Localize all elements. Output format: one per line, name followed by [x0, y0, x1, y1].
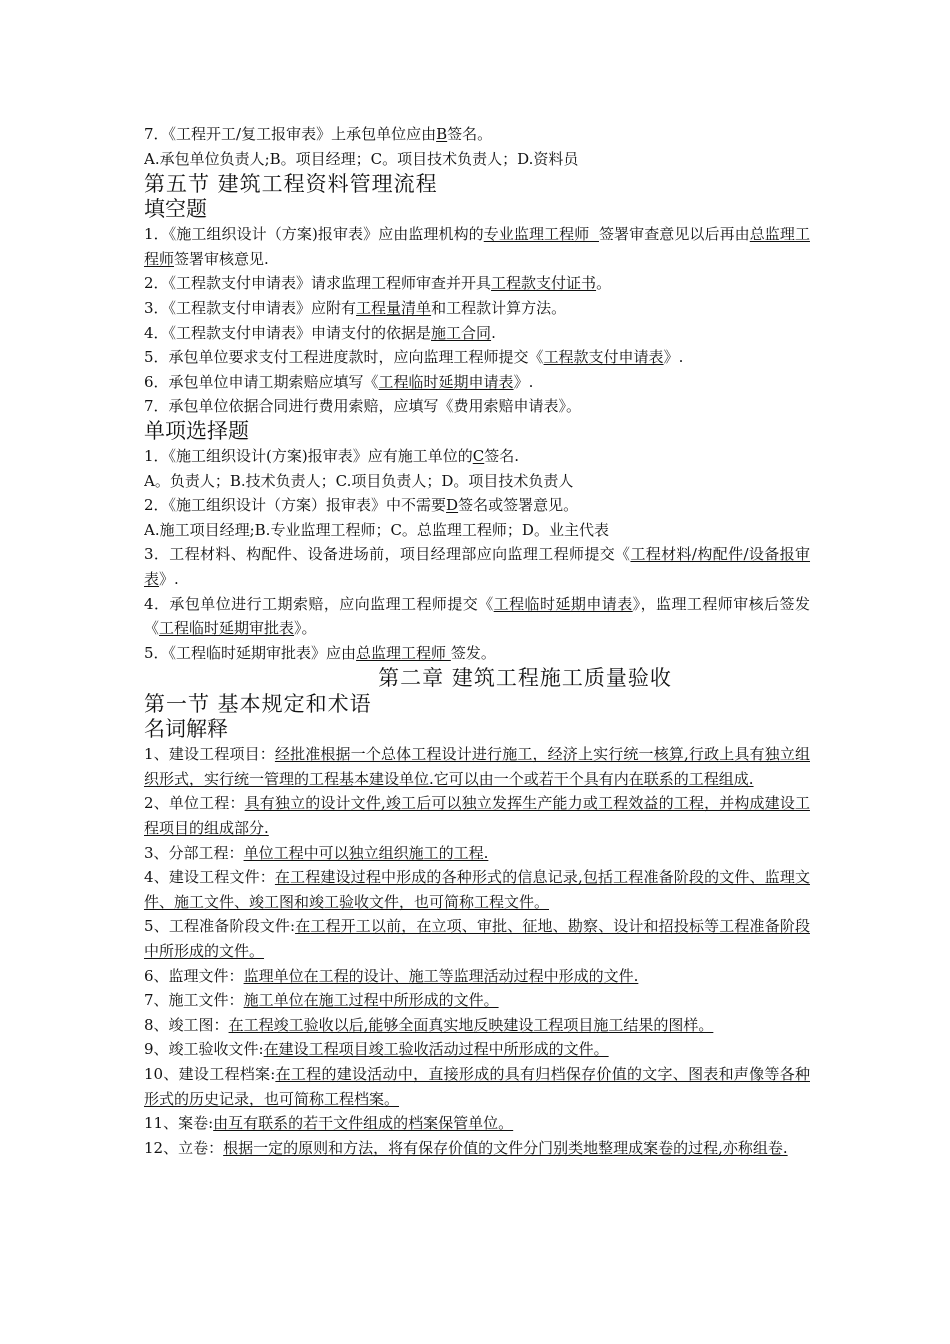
- choice-question: 1．《施工组织设计(方案)报审表》应有施工单位的C签名.: [144, 446, 520, 465]
- fill-item: 1．《施工组织设计（方案)报审表》应由监理机构的专业监理工程师 签署审查意见以后再由总监理工程师签署审核意见.: [144, 225, 810, 268]
- term-definition: 12、立卷：根据一定的原则和方法，将有保存价值的文件分门别类地整理成案卷的过程,亦称组卷.: [144, 1138, 788, 1157]
- fill-item: 5．承包单位要求支付工程进度款时，应向监理工程师提交《工程款支付申请表》.: [144, 348, 684, 367]
- section-title: 第一节 基本规定和术语: [144, 692, 372, 717]
- term-definition: 11、案卷:由互有联系的若干文件组成的档案保管单位。: [144, 1114, 514, 1133]
- answer: 施工合同: [431, 323, 492, 342]
- fill-item: 6．承包单位申请工期索赔应填写《工程临时延期申请表》.: [144, 372, 534, 391]
- chapter-title: 第二章 建筑工程施工质量验收: [378, 666, 672, 691]
- answer: 工程材料/构配件/设备报审表: [144, 545, 811, 588]
- answer: 工程临时延期申请表: [378, 372, 514, 391]
- choice-question: 5．《工程临时延期审批表》应由总监理工程师 签发。: [144, 643, 496, 662]
- choice-question: 2．《施工组织设计（方案）报审表》中不需要D签名或签署意见。: [144, 496, 579, 515]
- term-definition: 4、建设工程文件：在工程建设过程中形成的各种形式的信息记录,包括工程准备阶段的文件、监理文件、施工文件、竣工图和竣工验收文件，也可简称工程文件。: [144, 868, 810, 911]
- term-definition: 8、竣工图：在工程竣工验收以后,能够全面真实地反映建设工程项目施工结果的图样。: [144, 1015, 714, 1034]
- fill-item: 3．《工程款支付申请表》应附有工程量清单和工程款计算方法。: [144, 298, 567, 317]
- fill-item: 7．承包单位依据合同进行费用索赔，应填写《费用索赔申请表》。: [144, 397, 582, 416]
- answer: 工程款支付证书: [491, 274, 597, 293]
- answer: 工程款支付申请表: [543, 348, 664, 367]
- answer: 专业监理工程师: [483, 225, 599, 244]
- single-choice-heading: 单项选择题: [144, 418, 249, 443]
- answer: C: [472, 446, 485, 465]
- answer: D: [446, 496, 459, 515]
- term-definition: 1、建设工程项目：经批准根据一个总体工程设计进行施工，经济上实行统一核算,行政上具有独立组织形式，实行统一管理的工程基本建设单位.它可以由一个或若干个具有内在联系的工程组成.: [144, 745, 810, 788]
- document-page: [144, 122, 810, 1160]
- fill-item: 4．《工程款支付申请表》申请支付的依据是施工合同.: [144, 323, 496, 342]
- term-definition: 3、分部工程：单位工程中可以独立组织施工的工程.: [144, 843, 489, 862]
- term-definition: 9、竣工验收文件:在建设工程项目竣工验收活动过程中所形成的文件。: [144, 1040, 609, 1059]
- question-7-options: A.承包单位负责人;B。项目经理；C。项目技术负责人；D.资料员: [144, 149, 579, 168]
- answer: 工程临时延期审批表: [159, 619, 295, 638]
- terms-heading: 名词解释: [144, 717, 228, 742]
- fill-in-heading: 填空题: [144, 197, 207, 222]
- term-definition: 2、单位工程：具有独立的设计文件,竣工后可以独立发挥生产能力或工程效益的工程，并构成建设工程项目的组成部分.: [144, 794, 810, 838]
- term-definition: 6、监理文件：监理单位在工程的设计、施工等监理活动过程中形成的文件.: [144, 966, 639, 985]
- fill-item: 2．《工程款支付申请表》请求监理工程师审查并开具工程款支付证书。: [144, 274, 612, 293]
- answer: 工程量清单: [356, 298, 432, 317]
- answer: 工程临时延期申请表: [493, 594, 633, 613]
- question-7-top: 7．《工程开工/复工报审表》上承包单位应由B签名。: [144, 125, 493, 143]
- answer: 总监理工程师: [356, 643, 451, 662]
- answer: B: [436, 125, 448, 143]
- term-definition: 10、建设工程档案:在工程的建设活动中，直接形成的具有归档保存价值的文字、图表和声像等各种形式的历史记录，也可简称工程档案。: [144, 1065, 810, 1108]
- choice-options: A.施工项目经理;B.专业监理工程师；C。总监理工程师；D。业主代表: [144, 520, 609, 539]
- term-definition: 7、施工文件：施工单位在施工过程中所形成的文件。: [144, 991, 499, 1010]
- answer: 总监理工程师: [144, 225, 810, 268]
- term-definition: 5、工程准备阶段文件:在工程开工以前，在立项、审批、征地、勘察、设计和招投标等工程准备阶段中所形成的文件。: [144, 917, 810, 961]
- choice-question: 3．工程材料、构配件、设备进场前，项目经理部应向监理工程师提交《工程材料/构配件/设备报审表》.: [144, 545, 811, 588]
- choice-question: 4．承包单位进行工期索赔，应向监理工程师提交《工程临时延期申请表》，监理工程师审核后签发《工程临时延期审批表》。: [144, 594, 810, 638]
- choice-options: A。负责人；B.技术负责人；C.项目负责人；D。项目技术负责人: [144, 471, 574, 490]
- section-title: 第五节 建筑工程资料管理流程: [144, 172, 438, 197]
